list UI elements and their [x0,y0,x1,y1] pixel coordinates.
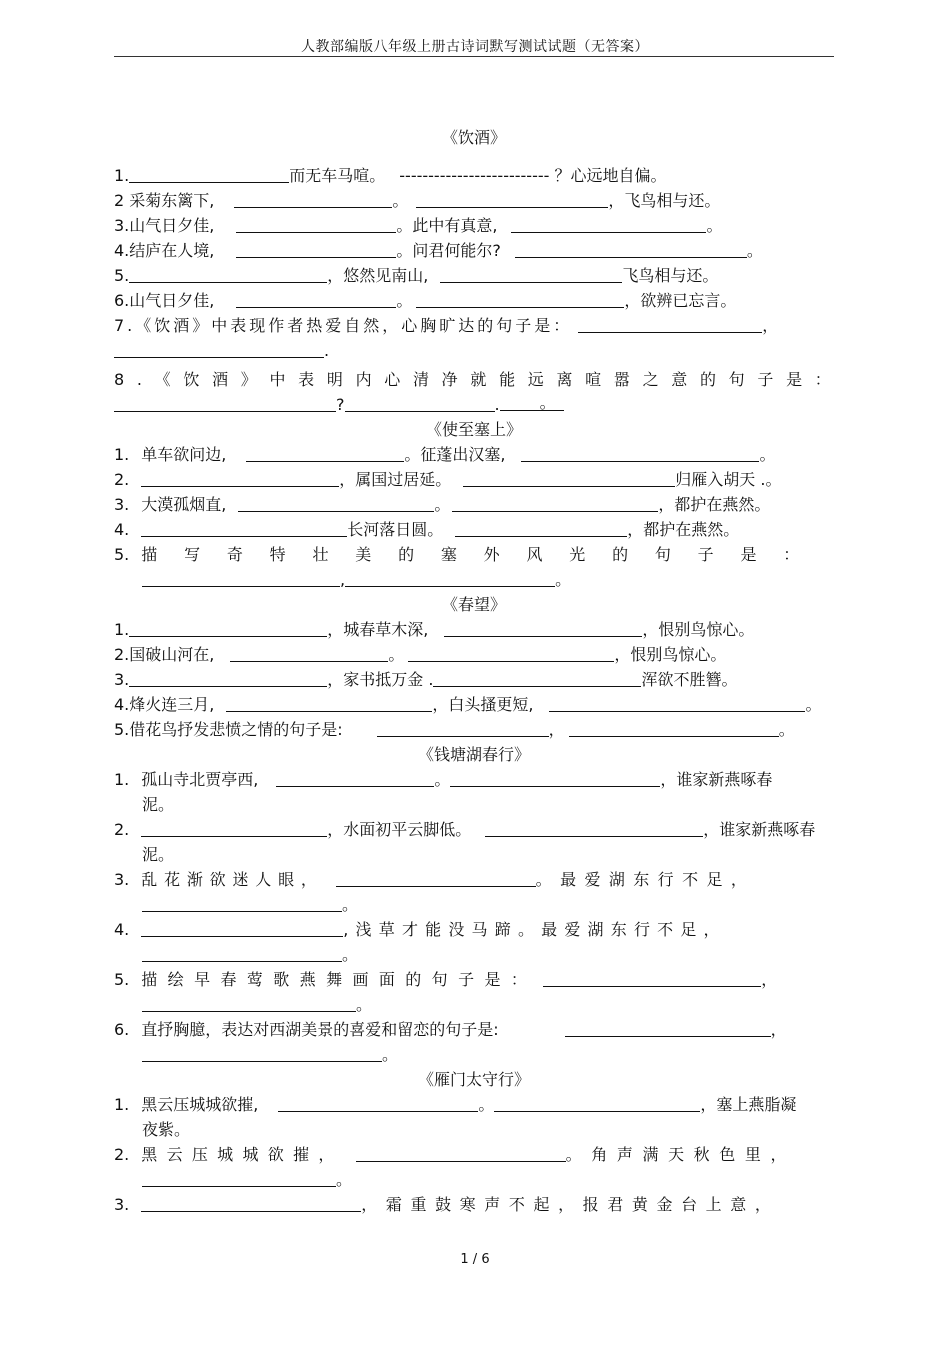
answer-blank[interactable] [356,1145,566,1162]
yanmen-q1-cont: 夜紫。 [142,1120,191,1139]
answer-blank[interactable] [141,470,339,487]
yinjiu-q6: 6.山气日夕佳, 。 ，欲辨已忘言。 [114,291,737,310]
section-title-chunwang: 《春望》 [441,595,506,614]
qiantang-q1-cont: 泥。 [142,795,175,814]
qiantang-q6-cont: 。 [114,1042,834,1067]
answer-blank[interactable] [408,645,614,662]
answer-blank[interactable] [416,191,608,208]
worksheet [114,125,844,1217]
answer-blank[interactable] [236,241,396,258]
saishang-q5: 5. 描写奇特壮美的塞外风光的句子是： [114,545,827,564]
answer-blank[interactable] [336,870,536,887]
saishang-q3: 3. 大漠孤烟直, 。 ，都护在燕然。 [114,495,771,514]
yinjiu-q8-cont: ? . 。 [114,392,834,417]
answer-blank[interactable] [549,695,805,712]
yanmen-q3: 3. ，霜重鼓寒声不起，报君黄金台上意， [114,1195,780,1214]
answer-blank[interactable] [440,266,622,283]
answer-blank[interactable] [142,995,356,1012]
qiantang-q6: 6. 直抒胸臆，表达对西湖美景的喜爱和留恋的句子是: ， [114,1020,787,1039]
yinjiu-q1: 1. 而无车马喧。 -------------------------- ？心远地自偏。 [114,166,667,185]
qiantang-q5-cont: 。 [114,992,834,1017]
answer-blank[interactable] [485,820,703,837]
answer-blank[interactable] [141,1195,361,1212]
answer-blank[interactable] [444,620,642,637]
answer-blank[interactable] [578,316,762,333]
answer-blank[interactable] [236,216,396,233]
saishang-q1: 1. 单车欲问边, 。征蓬出汉塞, 。 [114,445,776,464]
answer-blank[interactable] [129,620,327,637]
answer-blank[interactable] [230,645,388,662]
q-number: 1. [114,166,130,185]
answer-blank[interactable] [129,266,327,283]
answer-blank[interactable] [511,216,706,233]
answer-blank[interactable] [345,395,495,412]
answer-blank[interactable] [455,520,627,537]
saishang-q2: 2. ，属国过居延。 归雁入胡天 .。 [114,470,782,489]
answer-blank[interactable] [114,341,324,358]
answer-blank[interactable] [377,720,549,737]
answer-blank[interactable] [234,191,392,208]
answer-blank[interactable] [569,720,779,737]
answer-blank[interactable] [494,1095,700,1112]
yinjiu-q7: 7.《饮酒》中表现作者热爱自然，心胸旷达的句子是： ， [114,316,779,335]
qiantang-q1: 1. 孤山寺北贾亭西, 。 ，谁家新燕啄春 [114,770,773,789]
yanmen-q2-cont: 。 [114,1167,834,1192]
saishang-q4: 4. 长河落日圆。 ，都护在燕然。 [114,520,740,539]
answer-blank[interactable] [463,470,675,487]
section-title-qiantanghu: 《钱塘湖春行》 [417,745,530,764]
answer-blank[interactable]: 。 [500,394,564,411]
chunwang-q1: 1. ，城春草木深, ，恨别鸟惊心。 [114,620,755,639]
answer-blank[interactable] [114,395,336,412]
answer-blank[interactable] [129,166,289,183]
header-rule [114,56,834,57]
answer-blank[interactable] [278,1095,478,1112]
yinjiu-q5: 5. ，悠然见南山, 飞鸟相与还。 [114,266,719,285]
answer-blank[interactable] [238,495,434,512]
answer-blank[interactable] [141,920,343,937]
yinjiu-q4: 4.结庐在人境, 。问君何能尔? 。 [114,241,763,260]
yinjiu-q7-cont: . [114,338,834,363]
yinjiu-q8: 8.《饮酒》中表明内心清净就能远离喧嚣之意的句子是： [114,370,844,389]
answer-blank[interactable] [142,895,342,912]
answer-blank[interactable] [142,1045,382,1062]
answer-blank[interactable] [450,770,660,787]
answer-blank[interactable] [246,445,404,462]
qiantang-q3: 3. 乱花渐欲迷人眼， 。最爱湖东行不足， [114,870,756,889]
answer-blank[interactable] [565,1020,771,1037]
yinjiu-q2: 2 采菊东篱下, 。 ，飞鸟相与还。 [114,191,721,210]
answer-blank[interactable] [452,495,658,512]
qiantang-q4: 4. ,浅草才能没马蹄。最爱湖东行不足， [114,920,727,939]
answer-blank[interactable] [142,945,342,962]
qiantang-q5: 5. 描绘早春莺歌燕舞画面的句子是： ， [114,970,778,989]
section-title-yinjiu: 《饮酒》 [441,128,506,147]
chunwang-q2: 2.国破山河在, 。 ，恨别鸟惊心。 [114,645,727,664]
answer-blank[interactable] [226,695,432,712]
qiantang-q2-cont: 泥。 [142,845,175,864]
answer-blank[interactable] [141,820,327,837]
answer-blank[interactable] [345,570,555,587]
page-header: 人教部编版八年级上册古诗词默写测试试题（无答案） [301,39,649,55]
answer-blank[interactable] [515,241,747,258]
yinjiu-q3: 3.山气日夕佳, 。此中有真意, 。 [114,216,723,235]
chunwang-q5: 5.借花鸟抒发悲愤之情的句子是: ， 。 [114,720,795,739]
page-number: 1 / 6 [460,1252,490,1267]
answer-blank[interactable] [142,1170,336,1187]
answer-blank[interactable] [141,520,347,537]
chunwang-q3: 3. ，家书抵万金 . 浑欲不胜簪。 [114,670,738,689]
answer-blank[interactable] [129,670,327,687]
answer-blank[interactable] [236,291,396,308]
dashed-blank[interactable]: -------------------------- [399,166,550,185]
answer-blank[interactable] [521,445,759,462]
answer-blank[interactable] [142,570,340,587]
section-title-shizhisaishang: 《使至塞上》 [425,420,522,439]
section-title-yanmen: 《雁门太守行》 [417,1070,530,1089]
qiantang-q4-cont: 。 [114,942,834,967]
yanmen-q1: 1. 黑云压城城欲摧, 。 ，塞上燕脂凝 [114,1095,797,1114]
qiantang-q3-cont: 。 [114,892,834,917]
yanmen-q2: 2. 黑云压城城欲摧， 。角声满天秋色里， [114,1145,797,1164]
answer-blank[interactable] [543,970,761,987]
answer-blank[interactable] [433,670,641,687]
chunwang-q4: 4.烽火连三月, ，白头搔更短, 。 [114,695,822,714]
answer-blank[interactable] [276,770,434,787]
saishang-q5-cont: , 。 [114,567,834,592]
answer-blank[interactable] [416,291,624,308]
qiantang-q2: 2. ，水面初平云脚低。 ，谁家新燕啄春 [114,820,816,839]
